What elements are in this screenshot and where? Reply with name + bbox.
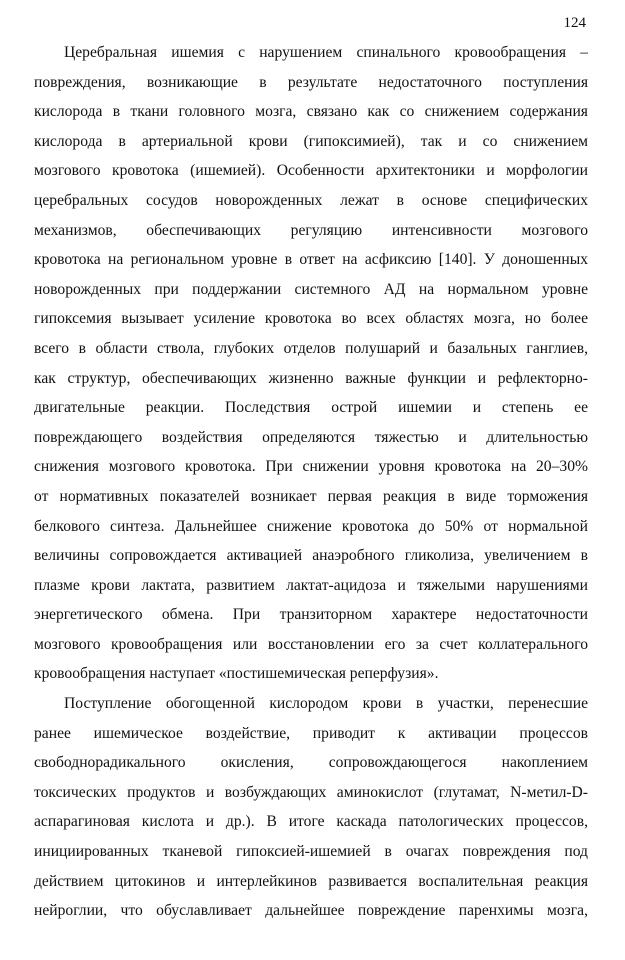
text-line: нейроглии, что обуславливает дальнейшее повреждение паренхимы мозга,: [34, 902, 588, 920]
page-number: 124: [563, 15, 586, 31]
text-line: величины сопровождается активацией анаэробного гликолиза, увеличением в: [34, 547, 588, 565]
text-line: гипоксемия вызывает усиление кровотока во всех областях мозга, но более: [34, 310, 588, 328]
body-text: [34, 38, 588, 926]
text-line: энергетического обмена. При транзиторном характере недостаточности: [34, 606, 588, 624]
text-line: Церебральная ишемия с нарушением спинального кровообращения –: [64, 44, 588, 61]
text-line: белкового синтеза. Дальнейшее снижение кровотока до 50% от нормальной: [34, 517, 588, 535]
text-line: свободнорадикального окисления, сопровождающегося накоплением: [34, 754, 588, 772]
text-line: мозгового кровотока (ишемией). Особенности архитектоники и морфологии: [34, 162, 588, 180]
text-line: кислорода в ткани головного мозга, связано как со снижением содержания: [34, 103, 588, 121]
text-line: мозгового кровообращения или восстановлении его за счет коллатерального: [34, 635, 588, 653]
text-line: действием цитокинов и интерлейкинов развивается воспалительная реакция: [34, 872, 588, 890]
text-line: повреждения, возникающие в результате недостаточного поступления: [34, 73, 588, 91]
text-line: кровообращения наступает «постишемическая реперфузия».: [34, 665, 439, 683]
text-line: токсических продуктов и возбуждающих аминокислот (глутамат, N-метил-D-: [34, 783, 588, 801]
text-line: плазме крови лактата, развитием лактат-ацидоза и тяжелыми нарушениями: [34, 576, 588, 594]
text-line: повреждающего воздействия определяются тяжестью и длительностью: [34, 428, 588, 446]
text-line: церебральных сосудов новорожденных лежат в основе специфических: [34, 191, 588, 209]
text-line: всего в области ствола, глубоких отделов полушарий и базальных ганглиев,: [34, 339, 588, 357]
text-line: ранее ишемическое воздействие, приводит к активации процессов: [34, 724, 588, 742]
text-line: как структур, обеспечивающих жизненно важные функции и рефлекторно-: [34, 369, 588, 387]
text-line: снижения мозгового кровотока. При снижении уровня кровотока на 20–30%: [34, 458, 588, 476]
text-line: Поступление обогощенной кислородом крови в участки, перенесшие: [64, 695, 588, 713]
text-line: механизмов, обеспечивающих регуляцию интенсивности мозгового: [34, 221, 588, 239]
text-line: кислорода в артериальной крови (гипоксимией), так и со снижением: [34, 132, 588, 150]
text-line: инициированных тканевой гипоксией-ишемией в очагах повреждения под: [34, 843, 588, 861]
text-line: двигательные реакции. Последствия острой ишемии и степень ее: [34, 399, 588, 417]
paragraph-2: [34, 689, 588, 926]
text-line: новорожденных при поддержании системного АД на нормальном уровне: [34, 280, 588, 298]
text-line: аспарагиновая кислота и др.). В итоге каскада патологических процессов,: [34, 813, 588, 831]
paragraph-1: [34, 38, 588, 689]
text-line: от нормативных показателей возникает первая реакция в виде торможения: [34, 487, 588, 505]
text-line: кровотока на региональном уровне в ответ на асфиксию [140]. У доношенных: [34, 251, 588, 269]
